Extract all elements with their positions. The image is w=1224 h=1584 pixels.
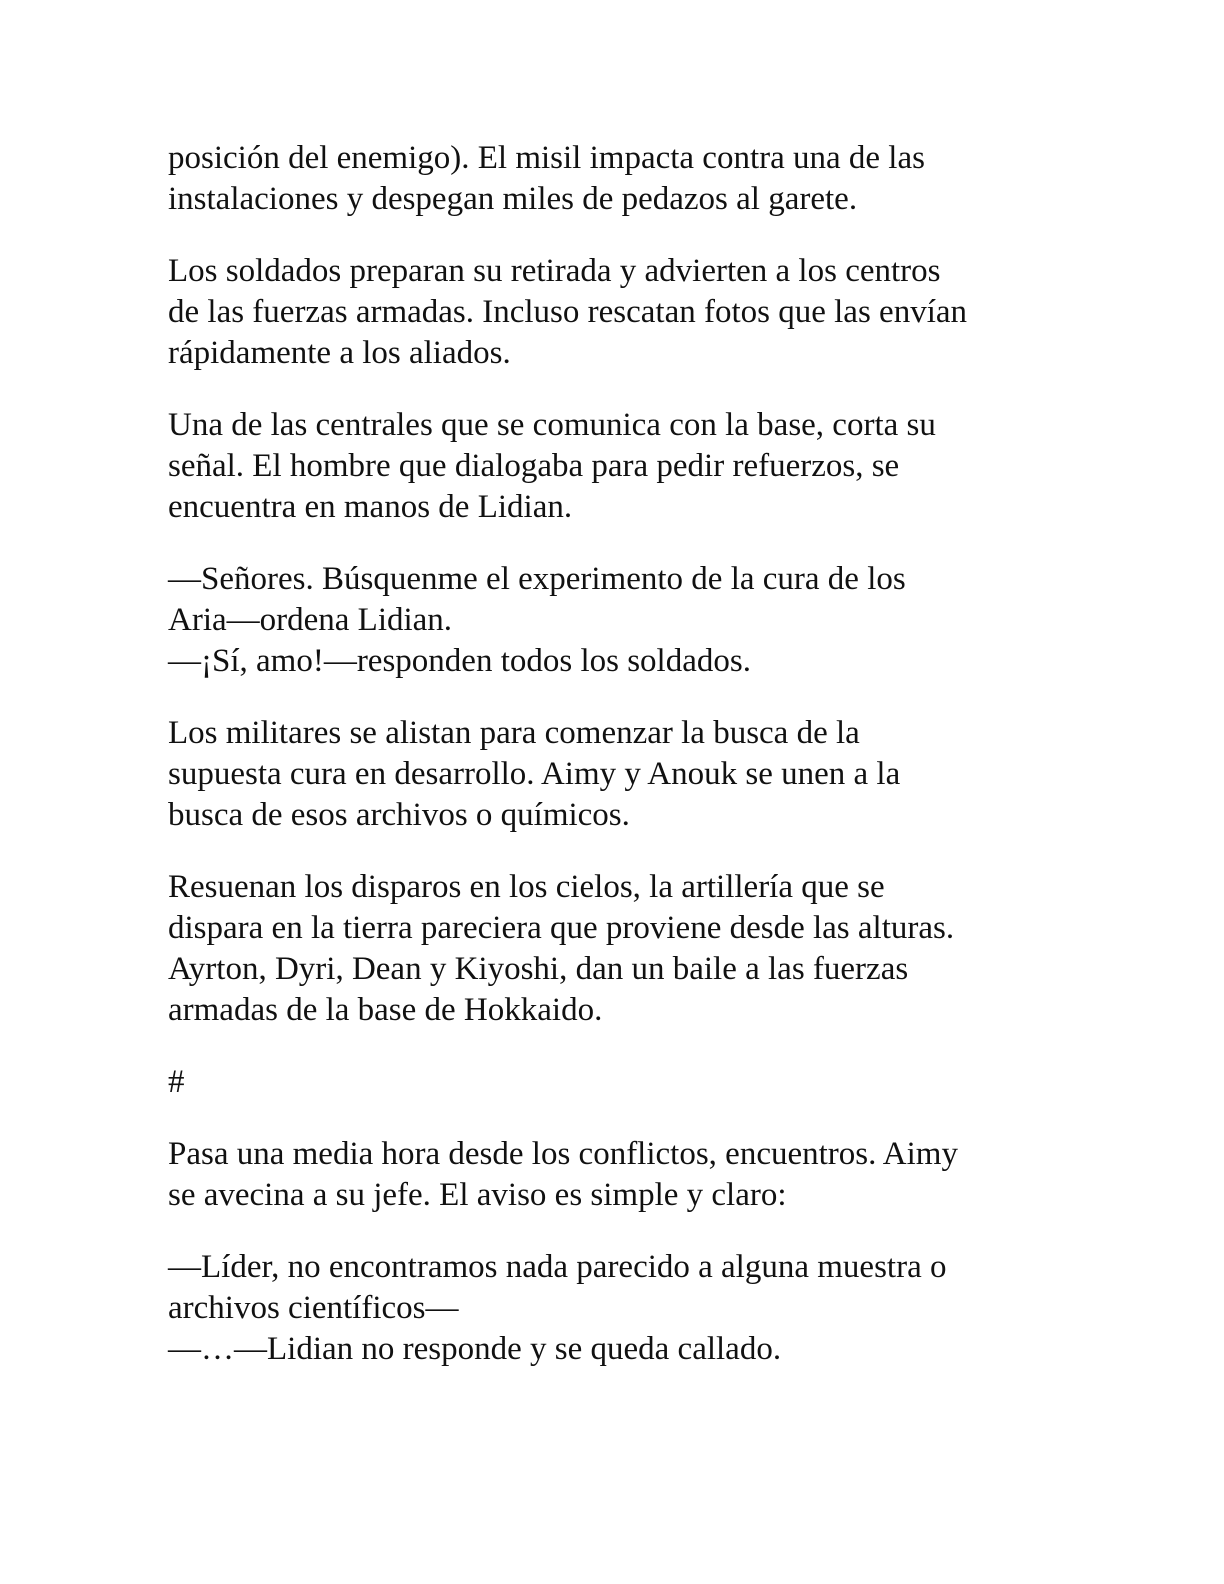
text-line: señal. El hombre que dialogaba para pedir refuerzos, se [168,448,900,484]
text-line: Una de las centrales que se comunica con la base, corta su [168,407,936,443]
text-line: Pasa una media hora desde los conflictos, encuentros. Aimy [168,1136,958,1172]
paragraph-3 [168,405,1048,528]
paragraph-6 [168,867,1048,1031]
text-line: se avecina a su jefe. El aviso es simple y claro: [168,1177,787,1213]
text-line: supuesta cura en desarrollo. Aimy y Anouk se unen a la [168,756,901,792]
text-line: rápidamente a los aliados. [168,335,511,371]
text-line: —…—Lidian no responde y se queda callado. [168,1331,782,1367]
document-page [168,138,1048,1401]
paragraph-8-dialogue [168,1247,1048,1370]
text-line: busca de esos archivos o químicos. [168,797,630,833]
text-line: —Líder, no encontramos nada parecido a alguna muestra o [168,1249,947,1285]
text-line: Los soldados preparan su retirada y advierten a los centros [168,253,941,289]
text-line: —Señores. Búsquenme el experimento de la cura de los [168,561,906,597]
text-line: archivos científicos— [168,1290,459,1326]
separator-mark: # [168,1064,185,1100]
paragraph-1 [168,138,1048,220]
paragraph-5 [168,713,1048,836]
text-line: dispara en la tierra pareciera que proviene desde las alturas. [168,910,955,946]
paragraph-4-dialogue [168,559,1048,682]
text-line: Resuenan los disparos en los cielos, la artillería que se [168,869,885,905]
text-line: Los militares se alistan para comenzar la busca de la [168,715,860,751]
section-separator [168,1062,1048,1103]
text-line: Aria—ordena Lidian. [168,602,453,638]
text-line: instalaciones y despegan miles de pedazos al garete. [168,181,858,217]
text-line: posición del enemigo). El misil impacta contra una de las [168,140,925,176]
paragraph-7 [168,1134,1048,1216]
text-line: encuentra en manos de Lidian. [168,489,573,525]
text-line: armadas de la base de Hokkaido. [168,992,603,1028]
text-line: —¡Sí, amo!—responden todos los soldados. [168,643,751,679]
text-line: Ayrton, Dyri, Dean y Kiyoshi, dan un baile a las fuerzas [168,951,909,987]
paragraph-2 [168,251,1048,374]
text-line: de las fuerzas armadas. Incluso rescatan fotos que las envían [168,294,968,330]
